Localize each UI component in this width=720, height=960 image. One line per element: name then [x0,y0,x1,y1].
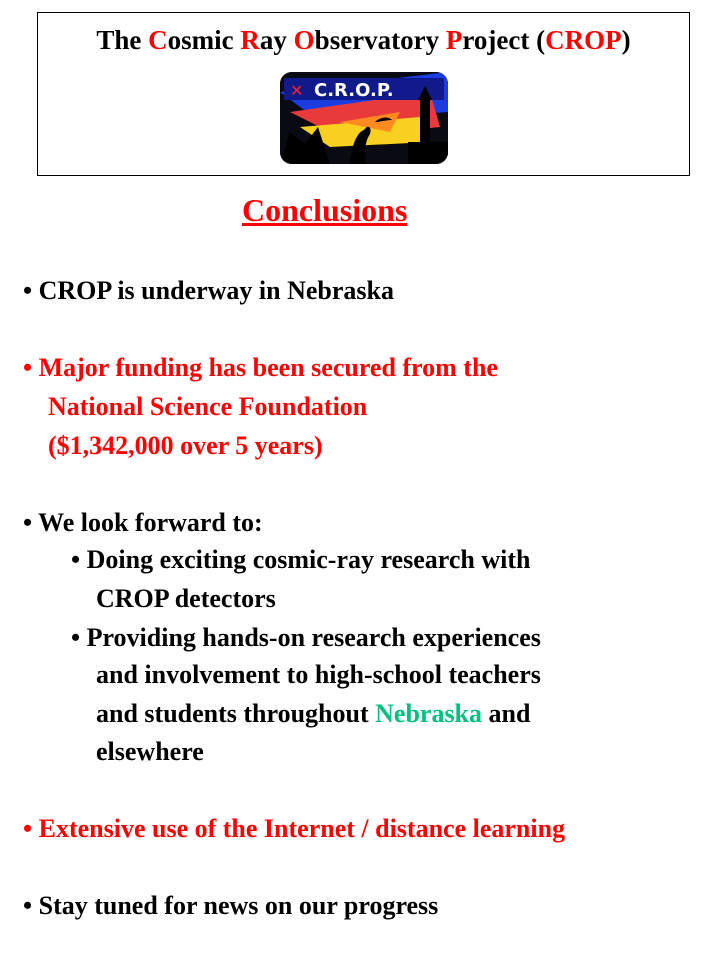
handson-text: and [482,699,531,728]
nebraska-highlight: Nebraska [375,699,483,728]
bullet-look-forward: • We look forward to: [23,508,263,537]
subbullet-handson-line2: and involvement to high-school teachers [96,660,541,689]
bullet-crop-underway: • CROP is underway in Nebraska [23,276,394,305]
title-part: C [148,25,168,55]
bullet-funding-line3: ($1,342,000 over 5 years) [48,431,323,460]
title-part: osmic [167,25,241,55]
title-part: P [445,25,463,55]
title-part: roject ( [462,25,546,55]
bullet-internet: • Extensive use of the Internet / distance learning [23,814,566,843]
bullet-stay-tuned: • Stay tuned for news on our progress [23,891,439,920]
subbullet-research: • Doing exciting cosmic-ray research with [71,545,531,574]
title-part: bservatory [314,25,446,55]
conclusions-heading: Conclusions [242,192,408,228]
subbullet-research-line2: CROP detectors [96,584,276,613]
title-part: ay [259,25,294,55]
bullet-funding: • Major funding has been secured from the [23,353,498,382]
title-part: The [96,25,149,55]
logo-mark-icon: ✕ [290,81,304,100]
title-part: O [293,25,315,55]
handson-text: and students throughout [96,699,376,728]
subbullet-handson: • Providing hands-on research experiences [71,623,541,652]
crop-logo [280,72,448,164]
crop-logo-graphic [280,72,448,164]
title-part: R [240,25,260,55]
title-part: CROP [545,25,622,55]
bullet-funding-line2: National Science Foundation [48,392,368,421]
page-title [38,25,689,56]
header-box [37,12,690,176]
logo-text: C.R.O.P. [314,80,394,101]
subbullet-handson-line4: elsewhere [96,737,204,766]
subbullet-handson-line3 [96,701,530,727]
title-part: ) [621,25,631,55]
